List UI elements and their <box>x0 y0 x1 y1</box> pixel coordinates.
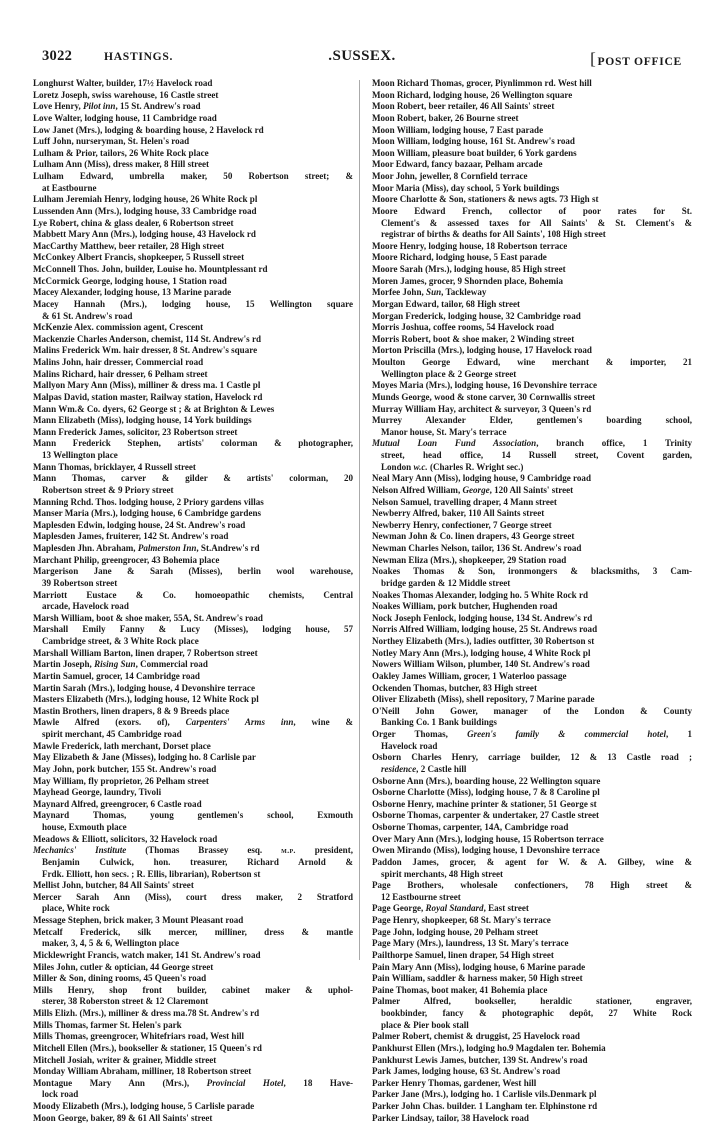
entry-line: Osborn Charles Henry, carriage builder, 12 & 13 Castle road ; <box>372 752 692 763</box>
directory-entry: Moon William, pleasure boat builder, 6 York gardens <box>372 147 577 158</box>
directory-entry <box>33 1078 353 1101</box>
entry-line: Mawle Alfred (exors. of), Carpenters' Arms inn, wine & <box>33 717 353 728</box>
entry-line: Montague Mary Ann (Mrs.), Provincial Hotel, 18 Have- <box>33 1077 354 1088</box>
directory-entry: Mann Frederick James, solicitor, 23 Robertson street <box>33 426 238 437</box>
entry-line: house, Exmouth place <box>42 822 127 832</box>
directory-entry: Moor Edward, fancy bazaar, Pelham arcade <box>372 159 543 170</box>
directory-entry: Mills Thomas, farmer St. Helen's park <box>33 1019 182 1030</box>
directory-entry: Northey Elizabeth (Mrs.), ladies outfitter, 30 Robertson st <box>372 636 595 646</box>
directory-entry: Osborne Charlotte (Miss), lodging house, 7 & 8 Caroline pl <box>372 787 600 798</box>
directory-entry: Manser Maria (Mrs.), lodging house, 6 Cambridge gardens <box>33 508 262 519</box>
directory-entry: Moore Charlotte & Son, stationers & news agts. 73 High st <box>372 194 599 205</box>
entry-line: Manor house, St. Mary's terrace <box>381 426 507 437</box>
directory-entry: Parker Jane (Mrs.), lodging ho. 1 Carlisle vils.Denmark pl <box>372 1089 597 1100</box>
directory-entry: Page Henry, shopkeeper, 68 St. Mary's terrace <box>372 915 551 925</box>
directory-entry: Maplesden James, fruiterer, 142 St. Andrew's road <box>33 531 229 542</box>
directory-entry: MacCarthy Matthew, beer retailer, 28 High street <box>33 240 225 251</box>
directory-entry: May John, pork butcher, 155 St. Andrew's road <box>33 763 217 774</box>
directory-entry <box>33 717 353 740</box>
directory-entry: Monday William Abraham, milliner, 18 Robertson street <box>33 1066 252 1077</box>
directory-entry <box>372 729 692 752</box>
left-column <box>33 78 353 1124</box>
entry-line: place, White rock <box>42 903 110 914</box>
directory-entry: Mayhead George, laundry, Tivoli <box>33 787 162 798</box>
directory-entry: Marchant Philip, greengrocer, 43 Bohemia place <box>33 554 220 565</box>
directory-entry: Malins John, hair dresser, Commercial road <box>33 357 204 367</box>
directory-entry: Longhurst Walter, builder, 17½ Havelock road <box>33 78 213 88</box>
entry-line: Frdk. Elliott, hon secs. ; R. Ellis, librarian), Robertson st <box>42 868 261 879</box>
entry-line: Benjamin Culwick, hon. treasurer, Richard Arnold & <box>42 856 353 867</box>
directory-entry: Marsh William, boot & shoe maker, 55A, St. Andrew's road <box>33 612 263 623</box>
directory-entry: Maynard Alfred, greengrocer, 6 Castle road <box>33 798 202 809</box>
directory-entry: Manning Rchd. Thos. lodging house, 2 Priory gardens villas <box>33 496 264 507</box>
directory-entry <box>33 299 353 322</box>
directory-entry: Newberry Alfred, baker, 110 All Saints street <box>372 508 545 519</box>
right-column <box>372 78 692 1124</box>
directory-entry: Moor Maria (Miss), day school, 5 York buildings <box>372 182 560 193</box>
directory-entry <box>33 845 353 880</box>
directory-entry <box>372 566 692 589</box>
running-head-section <box>590 50 682 70</box>
directory-entry: Moore Sarah (Mrs.), lodging house, 85 High street <box>372 264 566 274</box>
entry-line: Mills Henry, shop front builder, cabinet maker & uphol- <box>33 984 353 995</box>
directory-entry: Martin Samuel, grocer, 14 Cambridge road <box>33 670 200 681</box>
directory-entry: Moyes Maria (Mrs.), lodging house, 16 Devonshire terrace <box>372 380 597 391</box>
entry-line: Havelock road <box>381 740 438 751</box>
directory-entry: Page John, lodging house, 20 Pelham street <box>372 926 539 937</box>
entry-line: Noakes Thomas & Son, ironmongers & blacksmiths, 3 Cam- <box>372 566 692 577</box>
entry-line: Murrey Alexander Elder, gentlemen's boarding school, <box>372 415 692 426</box>
entry-line: Mann Thomas, carver & gilder & artists' colorman, 20 <box>33 473 353 484</box>
directory-entry: Moon Robert, baker, 26 Bourne street <box>372 112 519 123</box>
directory-entry: Masters Elizabeth (Mrs.), lodging house, 12 White Rock pl <box>33 694 259 705</box>
directory-entry: Miller & Son, dining rooms, 45 Queen's road <box>33 973 207 984</box>
entry-line: Maynard Thomas, young gentlemen's school, Exmouth <box>33 810 353 821</box>
directory-entry <box>33 473 353 496</box>
directory-entry: Love Walter, lodging house, 11 Cambridge road <box>33 112 217 123</box>
entry-line: Moore Edward French, collector of poor rates for St. <box>372 205 692 216</box>
entry-line: Mabbett Mary Ann (Mrs.), lodging house, 43 Havelock rd <box>33 229 256 240</box>
directory-entry: Mann Elizabeth (Miss), lodging house, 14 York buildings <box>33 415 252 426</box>
directory-entry: Malins Frederick Wm. hair dresser, 8 St. Andrew's square <box>33 345 258 356</box>
directory-entry <box>33 171 353 194</box>
directory-entry: Moor John, jeweller, 8 Cornfield terrace <box>372 171 528 181</box>
entry-line: 39 Robertson street <box>42 577 118 588</box>
directory-entry: Mills Elizh. (Mrs.), milliner & dress ma.78 St. Andrew's rd <box>33 1008 260 1018</box>
directory-entry: Neal Mary Ann (Miss), lodging house, 9 Cambridge road <box>372 473 591 484</box>
directory-entry: Morton Priscilla (Mrs.), lodging house, 17 Havelock road <box>372 345 592 356</box>
directory-entry: Page Mary (Mrs.), laundress, 13 St. Mary's terrace <box>372 938 569 949</box>
directory-entry: Moon William, lodging house, 161 St. Andrew's road <box>372 136 575 147</box>
directory-entry: Newman Charles Nelson, tailor, 136 St. Andrew's road <box>372 543 582 553</box>
directory-entry: Notley Mary Ann (Mrs.), lodging house, 4 White Rock pl <box>372 647 591 658</box>
entry-line: spirit merchants, 48 High street <box>381 868 504 879</box>
directory-entry: May Elizabeth & Jane (Misses), lodging ho. 8 Carlisle par <box>33 752 256 763</box>
entry-line: Clement's & assessed taxes for All Saints' & St. Clement's & <box>381 217 692 228</box>
directory-entry: Newman John & Co. linen drapers, 43 George street <box>372 531 575 542</box>
directory-entry: Mastin Brothers, linen drapers, 8 & 9 Breeds place <box>33 705 230 716</box>
entry-line: sterer, 38 Roberston street & 12 Claremont <box>42 996 209 1007</box>
entry-line: Marshall Emily Fanny & Lucy (Misses), lodging house, 57 <box>33 624 353 635</box>
entry-line: 12 Eastbourne street <box>381 891 461 902</box>
entry-line: place & Pier book stall <box>381 1019 469 1030</box>
directory-entry: Lussenden Ann (Mrs.), lodging house, 33 Cambridge road <box>33 205 257 216</box>
directory-entry <box>372 438 692 473</box>
entry-line: Mann Frederick Stephen, artists' colorman & photographer, <box>33 438 353 449</box>
directory-entry: Malins Richard, hair dresser, 6 Pelham street <box>33 368 208 379</box>
directory-entry <box>33 590 353 613</box>
entry-line: arcade, Havelock road <box>42 601 129 612</box>
directory-entry: Pankhurst Ellen (Mrs.), lodging ho.9 Magdalen ter. Bohemia <box>372 1042 606 1053</box>
directory-entry: Mackenzie Charles Anderson, chemist, 114 St. Andrew's rd <box>33 333 262 344</box>
directory-entry: Mitchell Josiah, writer & grainer, Middle street <box>33 1054 217 1065</box>
directory-entry: Moon Robert, beer retailer, 46 All Saints' street <box>372 101 555 112</box>
directory-entry: Mann Thomas, bricklayer, 4 Russell street <box>33 461 196 472</box>
directory-entry: Maplesden Edwin, lodging house, 24 St. Andrew's road <box>33 519 246 530</box>
directory-entry: Parker John Chas. builder. 1 Langham ter. Elphinstone rd <box>372 1101 598 1111</box>
directory-entry: Message Stephen, brick maker, 3 Mount Pleasant road <box>33 915 244 925</box>
entry-line: registrar of births & deaths for All Saints', 108 High street <box>381 229 606 240</box>
directory-entry: Micklewright Francis, watch maker, 141 St. Andrew's road <box>33 949 261 960</box>
entry-line: lock road <box>42 1089 79 1100</box>
directory-entry: McConkey Albert Francis, shopkeeper, 5 Russell street <box>33 252 245 263</box>
directory-entry <box>372 206 692 241</box>
directory-entry: Morris Joshua, coffee rooms, 54 Havelock road <box>372 322 555 333</box>
directory-entry <box>33 438 353 461</box>
directory-entry: Mawle Frederick, lath merchant, Dorset place <box>33 740 211 751</box>
directory-entry <box>33 985 353 1008</box>
entry-line: O'Neill John Gower, manager of the London & County <box>372 705 692 716</box>
directory-entry <box>372 415 692 438</box>
directory-entry: Morfee John, Sun, Tackleway <box>372 287 487 298</box>
directory-entry <box>372 706 692 729</box>
running-head-section-label: POST OFFICE <box>597 55 682 68</box>
entry-line: Macey Hannah (Mrs.), lodging house, 15 Wellington square <box>33 298 353 309</box>
entry-line: Lulham Edward, umbrella maker, 50 Robertson street; & <box>33 171 353 181</box>
entry-line: 13 Wellington place <box>42 450 118 460</box>
directory-entry <box>33 892 353 915</box>
directory-entry: Osborne Thomas, carpenter, 14A, Cambridge road <box>372 822 569 832</box>
entry-line: Robertson street & 9 Priory street <box>42 484 174 495</box>
entry-line: at Eastbourne <box>42 182 97 193</box>
directory-entry: Nowers William Wilson, plumber, 140 St. Andrew's road <box>372 659 590 670</box>
directory-entry: Moody Elizabeth (Mrs.), lodging house, 5 Carlisle parade <box>33 1101 255 1111</box>
directory-entry: Nelson Alfred William, George, 120 All Saints' street <box>372 484 574 495</box>
directory-entry: Lulham & Prior, tailors, 26 White Rock place <box>33 147 209 158</box>
directory-entry: Newman Eliza (Mrs.), shopkeeper, 29 Station road <box>372 554 567 565</box>
entry-line: & 61 St. Andrew's road <box>42 310 133 321</box>
directory-entry: Paine Thomas, boot maker, 41 Bohemia place <box>372 984 548 995</box>
directory-entry: Osborne Thomas, carpenter & undertaker, 27 Castle street <box>372 810 600 821</box>
directory-entry: Murray William Hay, architect & surveyor, 3 Queen's rd <box>372 403 592 414</box>
directory-entry: McConnell Thos. John, builder, Louise ho. Mountplessant rd <box>33 264 268 274</box>
directory-entry: Noakes William, pork butcher, Hughenden road <box>372 601 558 612</box>
directory-entry: Miles John, cutler & optician, 44 George street <box>33 961 214 972</box>
directory-entry: Nock Joseph Fenlock, lodging house, 134 St. Andrew's rd <box>372 612 593 623</box>
directory-entry: Low Janet (Mrs.), lodging & boarding house, 2 Havelock rd <box>33 124 264 135</box>
directory-entry <box>372 880 692 903</box>
directory-entry: Over Mary Ann (Mrs.), lodging house, 15 Robertson terrace <box>372 833 604 844</box>
directory-entry <box>372 752 692 775</box>
directory-entry: Moon Richard, lodging house, 26 Wellington square <box>372 89 573 100</box>
directory-entry: Moore Richard, lodging house, 5 East parade <box>372 252 547 263</box>
directory-entry: Luff John, nurseryman, St. Helen's road <box>33 136 190 147</box>
directory-entry: Osborne Henry, machine printer & stationer, 51 George st <box>372 798 597 809</box>
directory-entry: Mitchell Ellen (Mrs.), bookseller & stationer, 15 Queen's rd <box>33 1042 262 1053</box>
directory-entry: Morgan Frederick, lodging house, 32 Cambridge road <box>372 310 581 321</box>
entry-line: Marriott Eustace & Co. homoeopathic chemists, Central <box>33 589 353 600</box>
directory-entry: Lulham Jeremiah Henry, lodging house, 26 White Rock pl <box>33 194 258 205</box>
entry-line: Palmer Alfred, bookseller, heraldic stationer, engraver, <box>372 996 692 1007</box>
running-head-county: .SUSSEX. <box>328 48 396 64</box>
directory-entry: Moren James, grocer, 9 Shornden place, Bohemia <box>372 275 564 286</box>
directory-entry: Moon William, lodging house, 7 East parade <box>372 124 544 135</box>
page-folio-number: 3022 <box>42 48 73 64</box>
entry-line: maker, 3, 4, 5 & 6, Wellington place <box>42 938 179 949</box>
directory-entry: Oliver Elizabeth (Miss), shell repository, 7 Marine parade <box>372 694 595 705</box>
directory-entry: Morris Robert, boot & shoe maker, 2 Winding street <box>372 333 575 344</box>
directory-entry: Pain Mary Ann (Miss), lodging house, 6 Marine parade <box>372 961 586 972</box>
entry-line: spirit merchant, 45 Cambridge road <box>42 729 182 739</box>
directory-entry <box>33 229 353 241</box>
directory-entry: McCormick George, lodging house, 1 Station road <box>33 275 227 286</box>
running-head-place: HASTINGS. <box>104 50 174 63</box>
entry-line: Mutual Loan Fund Association, branch office, 1 Trinity <box>372 438 692 449</box>
directory-entry: Noakes Thomas Alexander, lodging ho. 5 White Rock rd <box>372 589 588 600</box>
entry-line: Wellington place & 2 George street <box>381 368 517 379</box>
directory-entry: Pain William, saddler & harness maker, 50 High street <box>372 973 583 984</box>
entry-line: bridge garden & 12 Middle street <box>381 577 511 588</box>
entry-line: bookbinder, fancy & photographic depôt, 27 White Rock <box>381 1008 692 1018</box>
directory-entry: Munds George, wood & stone carver, 30 Cornwallis street <box>372 391 596 402</box>
directory-entry: Mellist John, butcher, 84 All Saints' street <box>33 880 194 891</box>
directory-entry: McKenzie Alex. commission agent, Crescent <box>33 322 204 333</box>
directory-entry <box>33 927 353 950</box>
directory-entry: May William, fly proprietor, 26 Pelham street <box>33 775 209 786</box>
entry-line: Paddon James, grocer, & agent for W. & A. Gilbey, wine & <box>372 856 692 867</box>
directory-entry: Malpas David, station master, Railway station, Havelock rd <box>33 391 263 402</box>
directory-entry: Pailthorpe Samuel, linen draper, 54 High street <box>372 949 554 960</box>
entry-line: Metcalf Frederick, silk mercer, milliner, dress & mantle <box>33 926 353 937</box>
directory-entry <box>372 357 692 380</box>
entry-line: Mechanics' Institute (Thomas Brassey esq. m.p. president, <box>33 845 353 856</box>
entry-line: Page Brothers, wholesale confectioners, 78 High street & <box>372 880 692 891</box>
directory-entry <box>372 857 692 880</box>
directory-entry: Parker Henry Thomas, gardener, West hill <box>372 1077 537 1088</box>
entry-line: Cambridge street, & 3 White Rock place <box>42 636 199 646</box>
entry-line: Margerison Jane & Sarah (Misses), berlin wool warehouse, <box>33 566 353 577</box>
directory-entry <box>33 566 353 589</box>
directory-entry: Ockenden Thomas, butcher, 83 High street <box>372 682 537 693</box>
directory-entry: Mills Thomas, greengrocer, Whitefriars road, West hill <box>33 1031 245 1042</box>
directory-entry: Moon George, baker, 89 & 61 All Saints' street <box>33 1112 213 1123</box>
directory-entry: Meadows & Elliott, solicitors, 32 Havelock road <box>33 833 218 844</box>
directory-entry: Moore Henry, lodging house, 18 Robertson terrace <box>372 240 568 251</box>
directory-entry: Lulham Ann (Miss), dress maker, 8 Hill street <box>33 159 210 170</box>
directory-entry: Mallyon Mary Ann (Miss), milliner & dress ma. 1 Castle pl <box>33 380 261 391</box>
directory-entry: Loretz Joseph, swiss warehouse, 16 Castle street <box>33 89 219 100</box>
directory-entry: Morgan Edward, tailor, 68 High street <box>372 298 521 309</box>
directory-entry: Martin Sarah (Mrs.), lodging house, 4 Devonshire terrace <box>33 682 255 693</box>
entry-line: Banking Co. 1 Bank buildings <box>381 717 497 728</box>
directory-entry: Park James, lodging house, 63 St. Andrew's road <box>372 1066 561 1077</box>
directory-entry <box>372 996 692 1031</box>
directory-entry: Moon Richard Thomas, grocer, Piynlimmon rd. West hill <box>372 78 592 88</box>
column-divider-rule <box>359 80 360 960</box>
directory-entry: Lye Robert, china & glass dealer, 6 Robertson street <box>33 217 234 228</box>
entry-line: Moulton George Edward, wine merchant & importer, 21 <box>372 357 692 367</box>
directory-entry: Martin Joseph, Rising Sun, Commercial road <box>33 659 208 670</box>
entry-line: residence, 2 Castle hill <box>381 763 467 774</box>
directory-entry: Nelson Samuel, travelling draper, 4 Mann street <box>372 496 557 507</box>
directory-entry: Owen Mirando (Miss), lodging house, 1 Devonshire terrace <box>372 845 600 856</box>
directory-entry: Maplesden Jhn. Abraham, Palmerston Inn, St.Andrew's rd <box>33 543 260 553</box>
directory-entry: Newberry Henry, confectioner, 7 George street <box>372 519 552 530</box>
directory-entry: Palmer Robert, chemist & druggist, 25 Havelock road <box>372 1031 580 1042</box>
directory-entry: Love Henry, Pilot inn, 15 St. Andrew's road <box>33 101 201 112</box>
entry-line: street, head office, 14 Russell street, Covent garden, <box>381 450 692 460</box>
running-head <box>42 48 682 72</box>
directory-entry: Norris Alfred William, lodging house, 25 St. Andrews road <box>372 624 598 635</box>
directory-entry: Macey Alexander, lodging house, 13 Marine parade <box>33 287 232 298</box>
entry-line: Orger Thomas, Green's family & commercial hotel, 1 <box>372 729 692 739</box>
directory-entry: Oakley James William, grocer, 1 Waterloo passage <box>372 670 567 681</box>
entry-line: Mercer Sarah Ann (Miss), court dress maker, 2 Stratford <box>33 891 353 902</box>
directory-entry: Parker Lindsay, tailor, 38 Havelock road <box>372 1112 529 1123</box>
directory-entry: Osborne Ann (Mrs.), boarding house, 22 Wellington square <box>372 775 601 786</box>
directory-entry <box>33 624 353 647</box>
directory-entry <box>33 810 353 833</box>
entry-line: London w.c. (Charles R. Wright sec.) <box>381 461 524 472</box>
directory-entry: Mann Wm.& Co. dyers, 62 George st ; & at Brighton & Lewes <box>33 403 275 414</box>
directory-entry: Page George, Royal Standard, East street <box>372 903 529 914</box>
bracket-glyph: [ <box>590 49 597 68</box>
directory-entry: Pankhurst Lewis James, butcher, 139 St. Andrew's road <box>372 1054 588 1065</box>
directory-entry: Marshall William Barton, linen draper, 7 Robertson street <box>33 647 258 658</box>
